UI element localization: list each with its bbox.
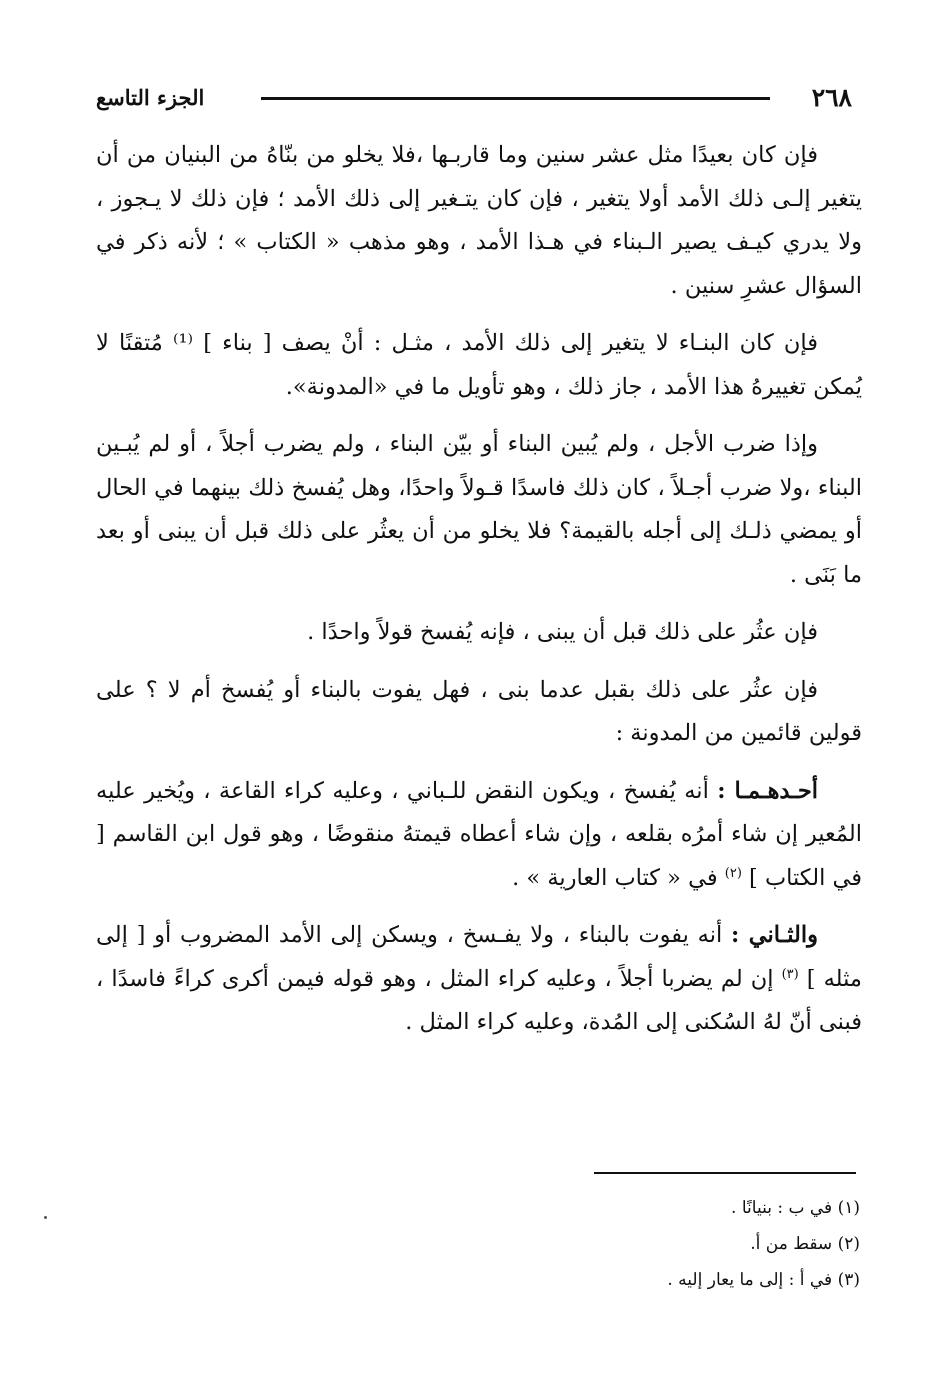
paragraph-3: وإذا ضرب الأجل ، ولم يُبين البناء أو بيّن البناء ، ولم يضرب أجلاً ، أو لم يُبـين البناء ،ولا ضرب أجـلاً ، كان ذلك فاسدًا قـولاً واحدًا، وهل يُفسخ ذلك بينهما في الحال أو يمضي ذلـك إلى أجله بالقيمة؟ فلا يخلو من أن يعثُر على ذلك قبل أن يبنى أو بعد ما بَنَى . — [96, 431, 862, 588]
opinion-1-lead: أحـدهـمـا : — [717, 777, 818, 804]
header-rule — [261, 97, 770, 100]
page-number: ٢٦٨ — [811, 83, 852, 112]
opinion-2-lead: والثـاني : — [731, 922, 818, 948]
paragraph-1: فإن كان بعيدًا مثل عشر سنين وما قاربـها ،فلا يخلو من بنّاهُ من البنيان من أن يتغير إلـى ذلك الأمد أولا يتغير ، فإن كان يتـغير إلى ذلك الأمد ؛ فإن ذلك لا يـجوز ، ولا يدري كيـف يصير الـبناء في هـذا الأمد ، وهو مذهب « الكتاب » ؛ لأنه ذكر في السؤال عشرِ سنين . — [96, 142, 862, 299]
body-text — [96, 134, 862, 1055]
opinion-2-text-a: أنه يفوت بالبناء ، ولا يفـسخ ، ويسكن إلى الأمد المضروب أو [ إلى مثله ] — [96, 922, 862, 992]
footnotes — [260, 1190, 860, 1298]
footnote-rule — [594, 1172, 856, 1174]
paragraph-opinion-1 — [96, 770, 862, 901]
opinion-1-text-a: أنه يُفسخ ، ويكون النقض للـباني ، وعليه كراء القاعة ، ويُخير عليه المُعير إن شاء أمرُه بقلعه ، وإن شاء أعطاه قيمتهُ منقوضًا ، وهو قول ابن القاسم [ في الكتاب ] — [96, 777, 862, 891]
footnote-marker-3: (٣) — [781, 966, 799, 982]
opinion-1-text-b: في « كتاب العارية » . — [512, 864, 718, 891]
footnote-marker-2: (٢) — [724, 865, 742, 881]
footnote-2: (٢) سقط من أ. — [750, 1234, 860, 1254]
paragraph-2: فإن كان البنـاء لا يتغير إلى ذلك الأمد ، مثـل : أنْ يصف [ بناء ] ⁽¹⁾ مُتقنًا لا يُمكن تغييرهُ هذا الأمد ، جاز ذلك ، وهو تأويل ما في «المدونة». — [96, 330, 862, 400]
footnote-3: (٣) في أ : إلى ما يعار إليه . — [667, 1270, 860, 1290]
footnote-1: (١) في ب : بنيانًا . — [731, 1198, 860, 1218]
running-title: الجزء التاسع — [96, 85, 205, 110]
paragraph-4: فإن عثُر على ذلك قبل أن يبنى ، فإنه يُفسخ قولاً واحدًا . — [307, 619, 818, 645]
paragraph-opinion-2 — [96, 914, 862, 1045]
paragraph-5: فإن عثُر على ذلك بقبل عدما بنى ، فهل يفوت بالبناء أو يُفسخ أم لا ؟ على قولين قائمين من المدونة : — [96, 676, 862, 746]
scan-speck — [44, 1216, 47, 1219]
page-header — [96, 78, 862, 118]
opinion-2-text-b: إن لم يضربا أجلاً ، وعليه كراء المثل ، وهو قوله فيمن أكرى كراءً فاسدًا ، فبنى أنّ لهُ السُكنى إلى المُدة، وعليه كراء المثل . — [96, 965, 862, 1035]
